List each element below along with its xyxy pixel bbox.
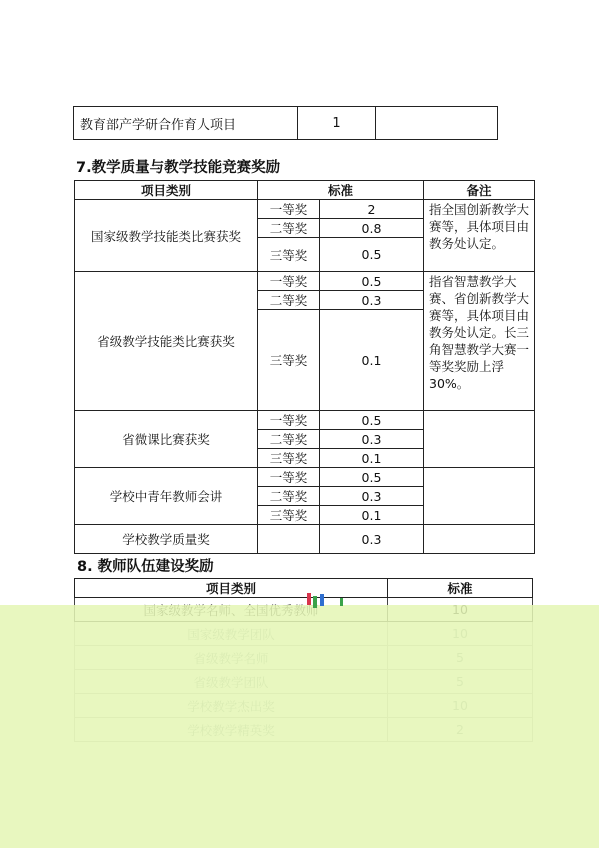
table-row — [75, 200, 535, 219]
section-8-title: 8. 教师队伍建设奖励 — [77, 559, 214, 575]
artifact-mark — [313, 596, 317, 608]
level-cell: 二等奖 — [258, 430, 320, 449]
category-cell: 省微课比赛获奖 — [75, 411, 258, 468]
value-cell: 0.1 — [320, 449, 424, 468]
category-cell: 国家级教学技能类比赛获奖 — [75, 200, 258, 272]
artifact-mark — [307, 593, 311, 605]
project-table — [73, 106, 498, 140]
artifact-mark — [320, 594, 324, 606]
table-row — [74, 107, 498, 140]
level-cell: 三等奖 — [258, 449, 320, 468]
value-cell: 0.8 — [320, 219, 424, 238]
level-cell: 一等奖 — [258, 200, 320, 219]
value-cell: 0.3 — [320, 525, 424, 554]
value-cell: 0.5 — [320, 272, 424, 291]
value-cell: 2 — [320, 200, 424, 219]
section-7-title: 7.教学质量与教学技能竞赛奖励 — [76, 160, 281, 176]
value-cell: 0.3 — [320, 487, 424, 506]
project-value: 1 — [298, 107, 376, 140]
table-header-row — [75, 181, 535, 200]
level-cell: 二等奖 — [258, 291, 320, 310]
table-row — [75, 272, 535, 291]
note-cell — [424, 525, 535, 554]
value-cell: 0.3 — [320, 291, 424, 310]
value-cell: 0.5 — [320, 238, 424, 272]
teaching-award-table — [74, 180, 535, 554]
value-cell: 0.1 — [320, 506, 424, 525]
level-cell: 三等奖 — [258, 506, 320, 525]
category-cell: 省级教学技能类比赛获奖 — [75, 272, 258, 411]
value-cell: 0.1 — [320, 310, 424, 411]
level-cell: 二等奖 — [258, 219, 320, 238]
table-row — [75, 525, 535, 554]
note-cell: 指全国创新教学大赛等，具体项目由教务处认定。 — [424, 200, 535, 272]
level-cell: 一等奖 — [258, 468, 320, 487]
value-cell: 0.5 — [320, 411, 424, 430]
header-standard: 标准 — [388, 579, 533, 598]
green-overlay — [0, 605, 599, 848]
header-category: 项目类别 — [75, 579, 388, 598]
level-cell: 三等奖 — [258, 238, 320, 272]
table-row — [75, 468, 535, 487]
value-cell: 0.3 — [320, 430, 424, 449]
table-row — [75, 411, 535, 430]
value-cell: 0.5 — [320, 468, 424, 487]
project-note — [376, 107, 498, 140]
note-cell — [424, 411, 535, 468]
level-cell: 一等奖 — [258, 411, 320, 430]
table-header-row — [75, 579, 533, 598]
category-cell: 学校教学质量奖 — [75, 525, 258, 554]
note-cell — [424, 468, 535, 525]
note-cell: 指省智慧教学大赛、省创新教学大赛等，具体项目由教务处认定。长三角智慧教学大赛一等奖奖励上浮 30%。 — [424, 272, 535, 411]
level-cell — [258, 525, 320, 554]
category-cell: 学校中青年教师会讲 — [75, 468, 258, 525]
level-cell: 一等奖 — [258, 272, 320, 291]
artifact-mark — [340, 598, 343, 606]
header-standard: 标准 — [258, 181, 424, 200]
level-cell: 三等奖 — [258, 310, 320, 411]
level-cell: 二等奖 — [258, 487, 320, 506]
project-label: 教育部产学研合作育人项目 — [74, 107, 298, 140]
header-note: 备注 — [424, 181, 535, 200]
header-category: 项目类别 — [75, 181, 258, 200]
